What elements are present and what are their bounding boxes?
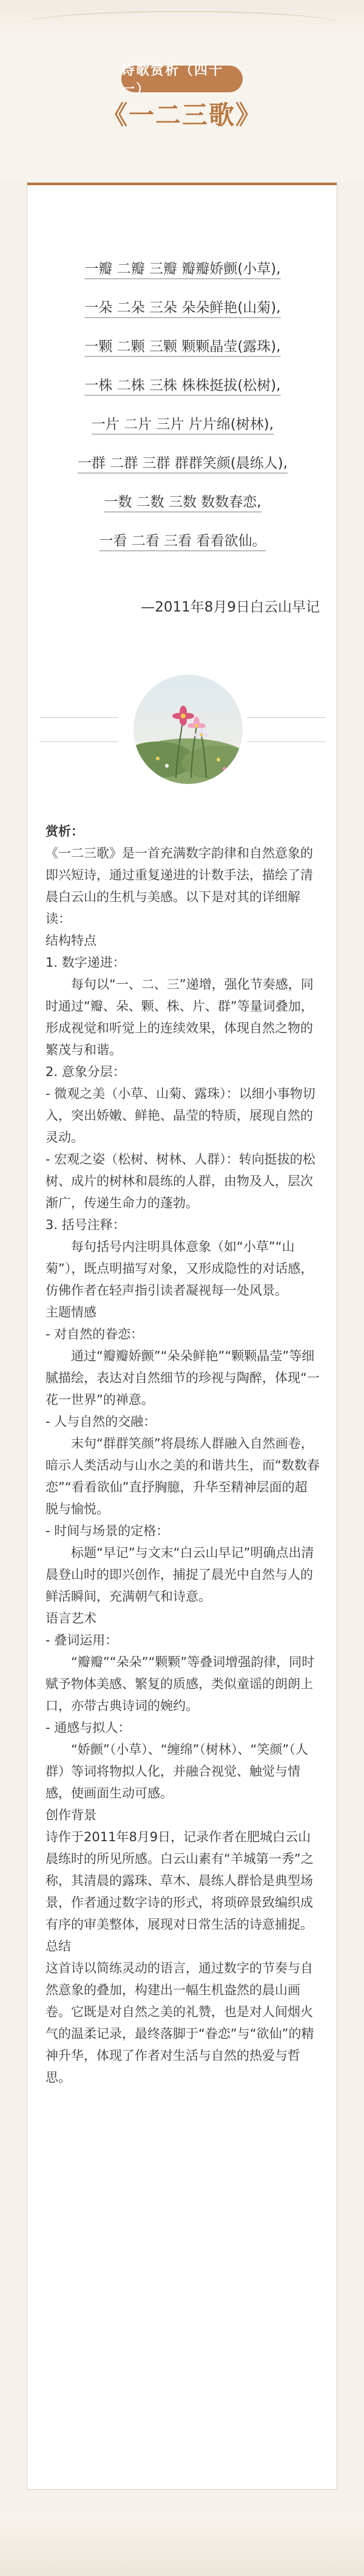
analysis-paragraph: 总结	[46, 1939, 71, 1954]
analysis-paragraph: 1. 数字递进：	[46, 955, 126, 970]
analysis-paragraph: 主题情感	[46, 1305, 96, 1320]
analysis-paragraph: 结构特点	[46, 933, 96, 948]
poem-line: 一株 二株 三株 株株挺拔(松树),	[84, 378, 281, 394]
analysis-paragraph: 诗作于2011年8月9日，记录作者在肥城白云山晨练时的所见所感。白云山素有“羊城第一秀”之称，其清晨的露珠、草木、晨练人群恰是典型场景，作者通过数字诗的形式，将琐碎景致编织成有序的审美整体，展现对日常生活的诗意捕捉。	[46, 1830, 314, 1932]
analysis-paragraph: “娇颤”（小草）、“缠绵”（树林）、“笑颜”（人群）等词将物拟人化，并融合视觉、触觉与情感，使画面生动可感。	[46, 1742, 308, 1801]
analysis-paragraph: 创作背景	[46, 1808, 96, 1822]
divider-line	[39, 717, 118, 718]
analysis-paragraph: 每句括号内注明具体意象（如“小草”“山菊”），既点明描写对象，又形成隐性的对话感，仿佛作者在轻声指引读者凝视每一处风景。	[46, 1239, 314, 1298]
page-header	[0, 0, 364, 182]
analysis-paragraph: 通过“瓣瓣娇颤”“朵朵鲜艳”“颗颗晶莹”等细腻描绘，表达对自然细节的珍视与陶醉，体现“一花一世界”的禅意。	[46, 1349, 320, 1407]
page-title: 《一二三歌》	[101, 100, 262, 130]
poem-signature: —2011年8月9日白云山早记	[141, 599, 320, 615]
divider-line	[39, 741, 118, 742]
analysis-section	[46, 820, 320, 2088]
analysis-paragraph: - 宏观之姿（松树、树林、人群）：转向挺拔的松树、成片的树林和晨练的人群，由物及人，层次渐广，传递生命力的蓬勃。	[46, 1152, 315, 1210]
analysis-paragraph: 语言艺术	[46, 1611, 96, 1626]
analysis-heading: 赏析：	[46, 824, 84, 839]
subtitle-badge: 诗歌赏析（四十一）	[121, 66, 243, 92]
analysis-paragraph: 末句“群群笑颜”将晨练人群融入自然画卷，暗示人类活动与山水之美的和谐共生，而“数数春恋”“看看欲仙”直抒胸臆，升华至精神层面的超脱与愉悦。	[46, 1436, 320, 1516]
analysis-paragraph: “瓣瓣”“朵朵”“颗颗”等叠词增强韵律，同时赋予物体美感、繁复的质感，类似童谣的朗朗上口，亦带古典诗词的婉约。	[46, 1655, 315, 1713]
analysis-paragraph: - 通感与拟人：	[46, 1720, 131, 1735]
analysis-paragraph: - 微观之美（小草、山菊、露珠）：以细小事物切入，突出娇嫩、鲜艳、晶莹的特质，展现自然的灵动。	[46, 1086, 315, 1145]
poem-line: 一颗 二颗 三颗 颗颗晶莹(露珠),	[84, 339, 281, 355]
decorative-footer	[0, 2514, 364, 2576]
divider-line	[247, 741, 326, 742]
decorative-curve	[24, 11, 340, 36]
poem-line: 一瓣 二瓣 三瓣 瓣瓣娇颤(小草),	[84, 261, 281, 277]
poem-line: 一看 二看 三看 看看欲仙。	[99, 533, 266, 549]
flowers-in-field-illustration	[133, 675, 243, 784]
analysis-paragraph: 2. 意象分层：	[46, 1065, 126, 1079]
analysis-paragraph: - 对自然的眷恋：	[46, 1327, 144, 1341]
analysis-paragraph: 这首诗以简练灵动的语言，通过数字的节奏与自然意象的叠加，构建出一幅生机盎然的晨山画卷。它既是对自然之美的礼赞，也是对人间烟火气的温柔记录，最终落脚于“眷恋”与“欲仙”的精神升华，体现了作者对生活与自然的热爱与哲思。	[46, 1961, 314, 2085]
illustration-row	[39, 663, 326, 820]
analysis-paragraph: - 人与自然的交融：	[46, 1414, 157, 1429]
poem-body	[46, 250, 320, 561]
analysis-paragraph: 每句以“一、二、三”递增，强化节奏感，同时通过“瓣、朵、颗、株、片、群”等量词叠加，形成视觉和听觉上的连续效果，体现自然之物的繁茂与和谐。	[46, 977, 314, 1057]
analysis-paragraph: 3. 括号注释：	[46, 1218, 126, 1232]
poem-line: 一数 二数 三数 数数春恋,	[104, 494, 261, 510]
analysis-paragraph: 标题“早记”与文末“白云山早记”明确点出清晨登山时的即兴创作，捕捉了晨光中自然与人的鲜活瞬间，充满朝气和诗意。	[46, 1545, 314, 1604]
content-card	[27, 182, 337, 2490]
analysis-intro: 《一二三歌》是一首充满数字韵律和自然意象的即兴短诗，通过重复递进的计数手法，描绘了清晨白云山的生机与美感。以下是对其的详细解读：	[46, 846, 313, 926]
divider-line	[247, 717, 326, 718]
poem-line: 一片 二片 三片 片片绵(树林),	[91, 417, 274, 432]
card-top-rule	[27, 183, 337, 185]
analysis-paragraph: - 叠词运用：	[46, 1633, 118, 1647]
poem-line: 一群 二群 三群 群群笑颜(晨练人),	[77, 455, 288, 471]
poem-line: 一朵 二朵 三朵 朵朵鲜艳(山菊),	[84, 300, 281, 316]
analysis-paragraph: - 时间与场景的定格：	[46, 1524, 169, 1538]
